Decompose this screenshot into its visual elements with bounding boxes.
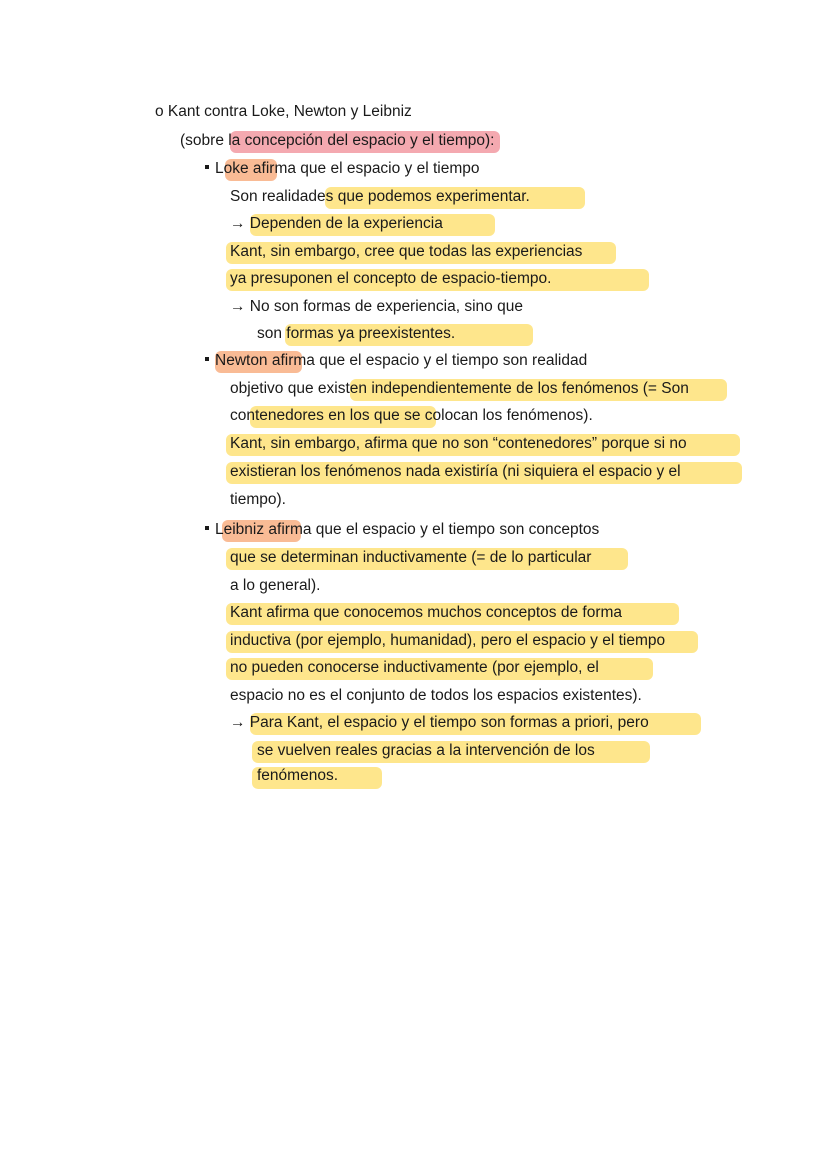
loke-line-2: Son realidades que podemos experimentar.	[230, 188, 530, 205]
leibniz-line-9: se vuelven reales gracias a la intervención de los	[257, 742, 595, 759]
loke-line-5: ya presuponen el concepto de espacio-tiempo.	[230, 270, 552, 287]
bullet-icon	[205, 526, 209, 530]
leibniz-line-10: fenómenos.	[257, 767, 338, 784]
newton-line-5: existieran los fenómenos nada existiría (ni siquiera el espacio y el	[230, 463, 681, 480]
leibniz-line-5: inductiva (por ejemplo, humanidad), pero el espacio y el tiempo	[230, 632, 666, 649]
leibniz-line-1: Leibniz afirma que el espacio y el tiempo son conceptos	[215, 521, 600, 538]
loke-line-1: Loke afirma que el espacio y el tiempo	[215, 160, 480, 177]
leibniz-line-2: que se determinan inductivamente (= de lo particular	[230, 549, 592, 566]
newton-line-1: Newton afirma que el espacio y el tiempo son realidad	[215, 352, 588, 369]
leibniz-line-7: espacio no es el conjunto de todos los espacios existentes).	[230, 687, 642, 704]
bullet-icon	[205, 165, 209, 169]
loke-line-3: → Dependen de la experiencia	[230, 215, 443, 232]
loke-line-6: → No son formas de experiencia, sino que	[230, 298, 523, 315]
leibniz-line-6: no pueden conocerse inductivamente (por ejemplo, el	[230, 659, 599, 676]
leibniz-line-8: → Para Kant, el espacio y el tiempo son formas a priori, pero	[230, 714, 649, 731]
leibniz-line-3: a lo general).	[230, 577, 321, 594]
leibniz-line-4: Kant afirma que conocemos muchos conceptos de forma	[230, 604, 623, 621]
page-title: o Kant contra Loke, Newton y Leibniz	[155, 103, 412, 120]
loke-line-4: Kant, sin embargo, cree que todas las experiencias	[230, 243, 583, 260]
newton-line-2: objetivo que existen independientemente de los fenómenos (= Son	[230, 380, 689, 397]
subtitle: (sobre la concepción del espacio y el tiempo):	[180, 132, 495, 149]
leibniz-heading	[205, 520, 599, 540]
newton-line-4: Kant, sin embargo, afirma que no son “contenedores” porque si no	[230, 435, 687, 452]
newton-line-3: contenedores en los que se colocan los fenómenos).	[230, 407, 593, 424]
loke-heading	[205, 159, 480, 179]
newton-heading	[205, 351, 587, 371]
newton-line-6: tiempo).	[230, 491, 286, 508]
loke-line-7: son formas ya preexistentes.	[257, 325, 456, 342]
bullet-icon	[205, 357, 209, 361]
